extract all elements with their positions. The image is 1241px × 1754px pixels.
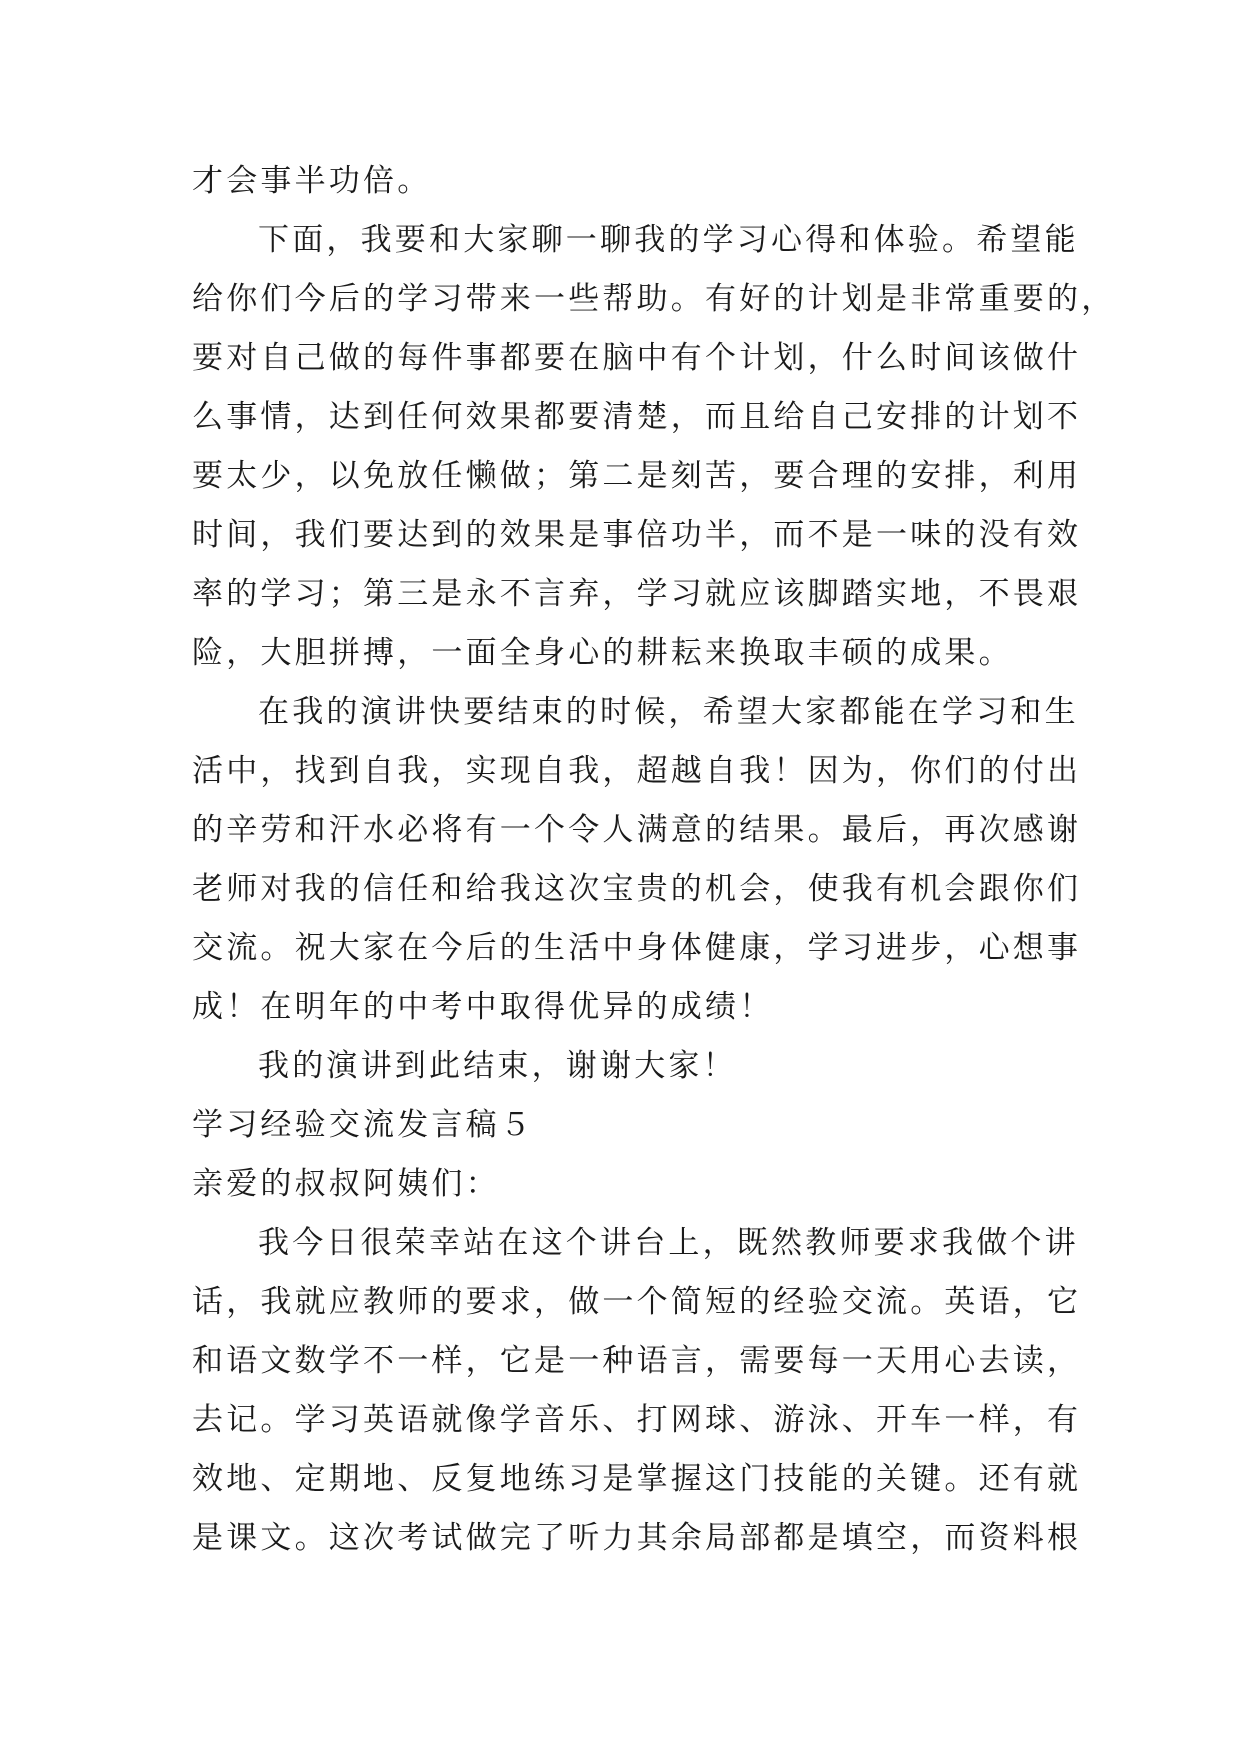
text-line: 学习经验交流发言稿５ [192, 1107, 534, 1143]
text-line: 和语文数学不一样，它是一种语言，需要每一天用心去读， [192, 1343, 1082, 1379]
text-line: 成！在明年的中考中取得优异的成绩！ [192, 989, 774, 1025]
text-line: 我今日很荣幸站在这个讲台上，既然教师要求我做个讲 [258, 1225, 1079, 1261]
text-line: 去记。学习英语就像学音乐、打网球、游泳、开车一样，有 [192, 1402, 1082, 1438]
text-line: 交流。祝大家在今后的生活中身体健康，学习进步，心想事 [192, 930, 1082, 966]
text-line: 才会事半功倍。 [192, 163, 432, 199]
text-line: 么事情，达到任何效果都要清楚，而且给自己安排的计划不 [192, 399, 1082, 435]
text-line: 下面，我要和大家聊一聊我的学习心得和体验。希望能 [258, 222, 1079, 258]
text-line: 效地、定期地、反复地练习是掌握这门技能的关键。还有就 [192, 1461, 1082, 1497]
text-line: 活中，找到自我，实现自我，超越自我！因为，你们的付出 [192, 753, 1082, 789]
text-line: 要对自己做的每件事都要在脑中有个计划，什么时间该做什 [192, 340, 1082, 376]
text-line: 险，大胆拼搏，一面全身心的耕耘来换取丰硕的成果。 [192, 635, 1013, 671]
text-line: 时间，我们要达到的效果是事倍功半，而不是一味的没有效 [192, 517, 1082, 553]
text-line: 我的演讲到此结束，谢谢大家！ [258, 1048, 737, 1084]
text-line: 老师对我的信任和给我这次宝贵的机会，使我有机会跟你们 [192, 871, 1082, 907]
text-line: 率的学习；第三是永不言弃，学习就应该脚踏实地，不畏艰 [192, 576, 1082, 612]
text-line: 在我的演讲快要结束的时候，希望大家都能在学习和生 [258, 694, 1079, 730]
text-line: 要太少，以免放任懒做；第二是刻苦，要合理的安排，利用 [192, 458, 1082, 494]
text-line: 话，我就应教师的要求，做一个简短的经验交流。英语，它 [192, 1284, 1082, 1320]
text-line: 是课文。这次考试做完了听力其余局部都是填空，而资料根 [192, 1520, 1082, 1556]
text-line: 给你们今后的学习带来一些帮助。有好的计划是非常重要的， [192, 281, 1116, 317]
text-line: 的辛劳和汗水必将有一个令人满意的结果。最后，再次感谢 [192, 812, 1082, 848]
document-body [192, 152, 1116, 1568]
text-line: 亲爱的叔叔阿姨们： [192, 1166, 500, 1202]
